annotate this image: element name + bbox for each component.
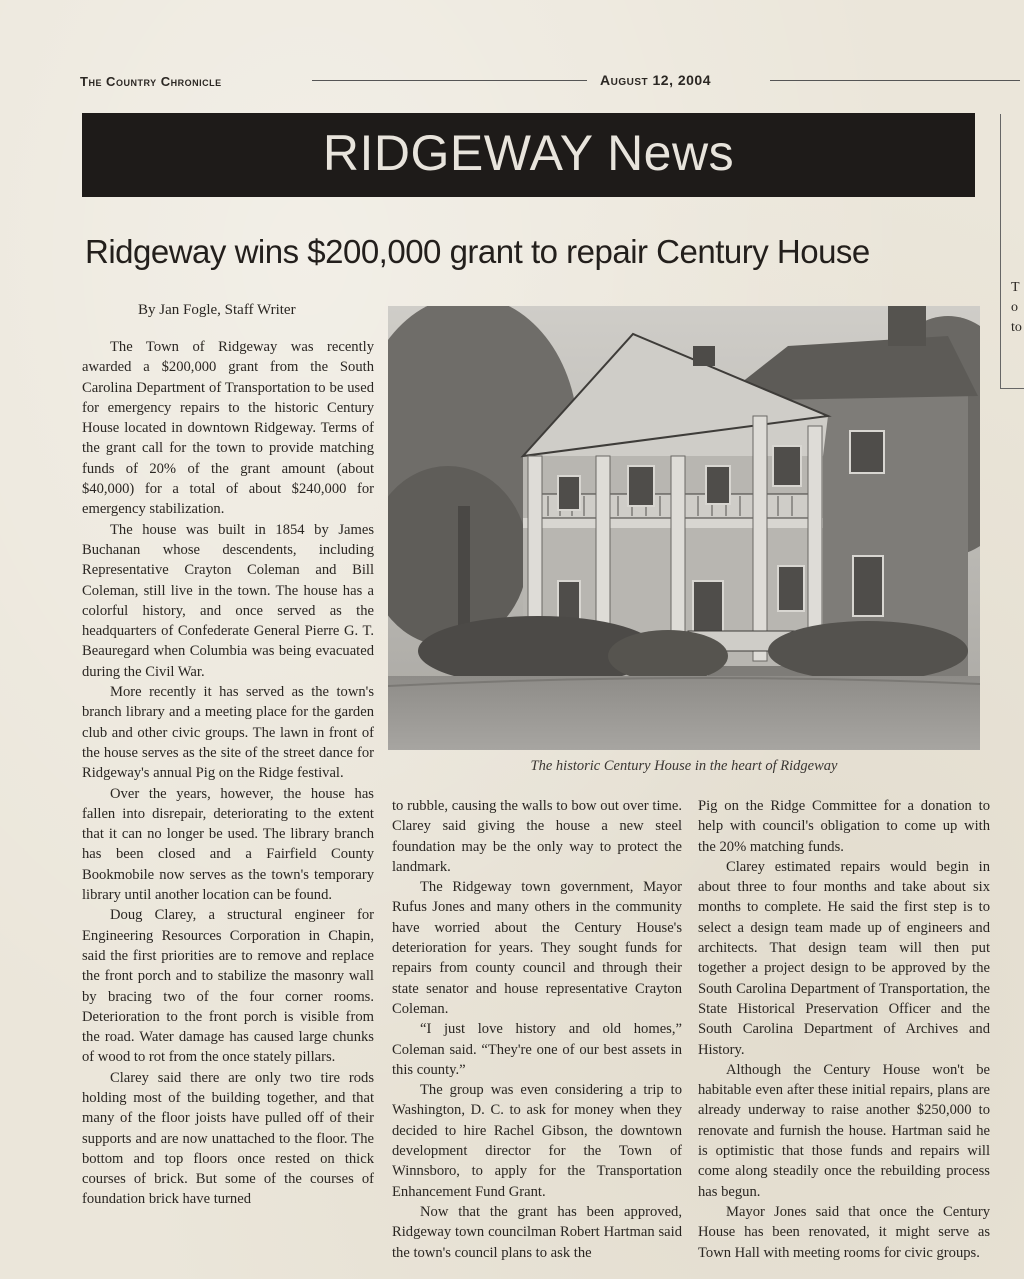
fragment-line: to — [1011, 320, 1022, 335]
adjacent-column-rule — [1000, 388, 1024, 389]
article-paragraph: Clarey said there are only two tire rods holding most of the building together, and that many of the floor joists have pulled off of their supports and are now unattached to the floor. The bottom and top floors once rested on thick courses of brick. But some of the courses of foundation brick have turned — [82, 1069, 374, 1208]
house-illustration — [388, 306, 980, 750]
masthead-rule — [770, 80, 1020, 81]
article-paragraph: Clarey estimated repairs would begin in about three to four months and take about six months to complete. He said the first step is to select a design team made up of engineers and architects. That design team will then put together a project design to be approved by the South Carolina Department of Transportation, the State Historical Preservation Officer and the South Carolina Department of Archives and History. — [698, 858, 990, 1058]
article-byline: By Jan Fogle, Staff Writer — [138, 302, 296, 318]
fragment-line: o — [1011, 300, 1018, 315]
article-column-3 — [698, 796, 990, 1263]
article-paragraph: The house was built in 1854 by James Buchanan whose descendents, including Representative Crayton Coleman and Bill Coleman, still live in the town. The house has a colorful history, and once served as the headquarters of Confederate General Pierre G. T. Beauregard when Columbia was being evacuated during the Civil War. — [82, 521, 374, 680]
adjacent-article-fragment — [1011, 278, 1024, 338]
century-house-photo — [388, 306, 980, 750]
article-paragraph: “I just love history and old homes,” Coleman said. “They're one of our best assets in this county.” — [392, 1021, 682, 1078]
photo-caption: The historic Century House in the heart of Ridgeway — [530, 758, 838, 774]
adjacent-column-rule — [1000, 114, 1001, 389]
masthead — [80, 72, 1010, 92]
article-paragraph: Over the years, however, the house has fallen into disrepair, deteriorating to the extent that it can no longer be used. The library branch has been closed and a Fairfield County Bookmobile now serves as the town's temporary library until another location can be found. — [82, 785, 374, 904]
article-column-1 — [82, 337, 374, 1210]
article-paragraph-continued: to rubble, causing the walls to bow out over time. Clarey said giving the house a new steel foundation may be the only way to protect the landmark. — [392, 798, 682, 875]
masthead-rule — [312, 80, 587, 81]
section-banner — [82, 113, 975, 197]
article-paragraph: Although the Century House won't be habitable even after these initial repairs, plans are already underway to raise another $250,000 to renovate and furnish the house. Hartman said he is optimistic that those funds and repairs will come along steadily once the rebuilding process has begun. — [698, 1061, 990, 1200]
article-paragraph-continued: Pig on the Ridge Committee for a donation to help with council's obligation to come up with the 20% matching funds. — [698, 798, 990, 855]
article-paragraph: More recently it has served as the town's branch library and a meeting place for the garden club and other civic groups. The lawn in front of the house serves as the site of the street dance for Ridgeway's annual Pig on the Ridge festival. — [82, 684, 374, 782]
article-paragraph: Doug Clarey, a structural engineer for Engineering Resources Corporation in Chapin, said the first priorities are to remove and replace the front porch and to stabilize the masonry wall by bracing two of the four corner rooms. Deterioration to the front porch is visible from the road. Water damage has caused large chunks of wood to rot from the once stately pillars. — [82, 907, 374, 1066]
article-paragraph: The Ridgeway town government, Mayor Rufus Jones and many others in the community have worried about the Century House's deterioration for years. They sought funds for repairs from county council and through their state senator and house representative Crayton Coleman. — [392, 879, 682, 1017]
issue-date: August 12, 2004 — [600, 72, 711, 88]
article-column-2 — [392, 796, 682, 1263]
article-headline: Ridgeway wins $200,000 grant to repair Century House — [85, 233, 870, 270]
article-paragraph: Mayor Jones said that once the Century House has been renovated, it might serve as Town Hall with meeting rooms for civic groups. — [698, 1203, 990, 1261]
paper-name: The Country Chronicle — [80, 74, 222, 89]
fragment-line: T — [1011, 280, 1020, 295]
section-banner-title: RIDGEWAY News — [322, 125, 735, 181]
article-paragraph: Now that the grant has been approved, Ridgeway town councilman Robert Hartman said the town's council plans to ask the — [392, 1203, 682, 1261]
article-paragraph: The Town of Ridgeway was recently awarded a $200,000 grant from the South Carolina Department of Transportation to be used for emergency repairs to the historic Century House located in downtown Ridgeway. Terms of the grant call for the town to provide matching funds of 20% of the grant amount (about $40,000) for a total of about $240,000 for emergency stabilization. — [82, 339, 374, 518]
article-paragraph: The group was even considering a trip to Washington, D. C. to ask for money when they decided to hire Rachel Gibson, the downtown development director for the Town of Winnsboro, to apply for the Transportation Enhancement Fund Grant. — [392, 1082, 682, 1200]
